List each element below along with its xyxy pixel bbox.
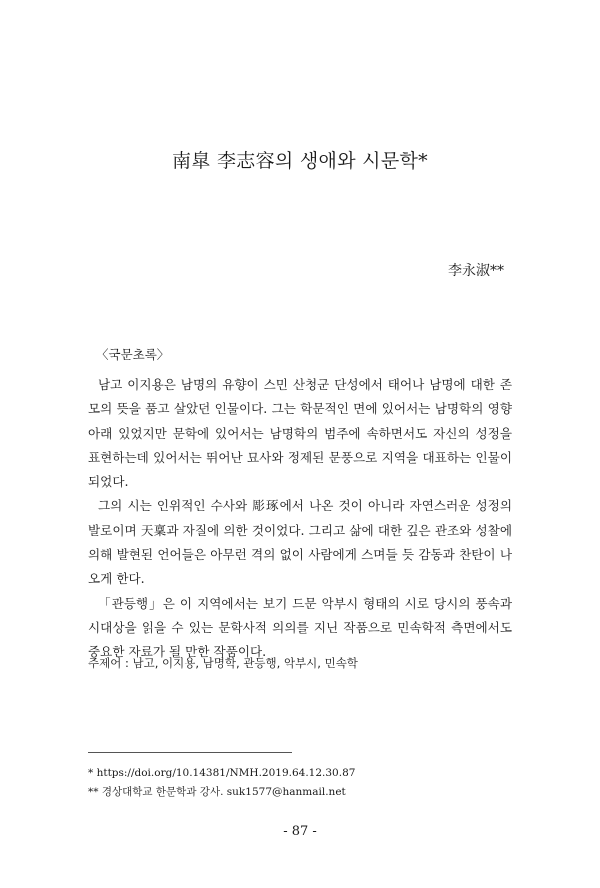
footnotes (88, 764, 355, 802)
footnote-divider (88, 752, 292, 753)
abstract-paragraph-1: 남고 이지용은 남명의 유향이 스민 산청군 단성에서 태어나 남명에 대한 존모의 뜻을 품고 살았던 인물이다. 그는 학문적인 면에 있어서는 남명학의 영향 아래 있었지만 문학에 있어서는 남명학의 범주에 속하면서도 자신의 성정을 표현하는데 있어서는 뛰어난 묘사와 정제된 문풍으로 지역을 대표하는 인물이 되었다. (88, 377, 512, 490)
keywords: 주제어 : 남고, 이지용, 남명학, 관등행, 악부시, 민속학 (88, 656, 358, 670)
author-name: 李永淑** (448, 263, 504, 279)
abstract-heading: 〈국문초록〉 (96, 347, 170, 362)
abstract-paragraph-2: 그의 시는 인위적인 수사와 彫琢에서 나온 것이 아니라 자연스러운 성정의 발로이며 天稟과 자질에 의한 것이었다. 그리고 삶에 대한 깊은 관조와 성찰에 의해 발현된 언어들은 아무런 격의 없이 사람에게 스며들 듯 감동과 찬탄이 나오게 한다. (88, 498, 512, 587)
footnote-doi: * https://doi.org/10.14381/NMH.2019.64.12.30.87 (88, 767, 356, 779)
page-number: - 87 - (283, 824, 317, 839)
paper-title: 南皐 李志容의 생애와 시문학* (172, 150, 428, 172)
footnote-author-affiliation: ** 경상대학교 한문학과 강사. suk1577@hanmail.net (88, 786, 346, 798)
abstract-body (88, 373, 512, 665)
abstract-paragraph-3: 「관등행」은 이 지역에서는 보기 드문 악부시 형태의 시로 당시의 풍속과 시대상을 읽을 수 있는 문학사적 의의를 지닌 작품으로 민속학적 측면에서도 중요한 자료가 될 만한 작품이다. (88, 595, 512, 660)
